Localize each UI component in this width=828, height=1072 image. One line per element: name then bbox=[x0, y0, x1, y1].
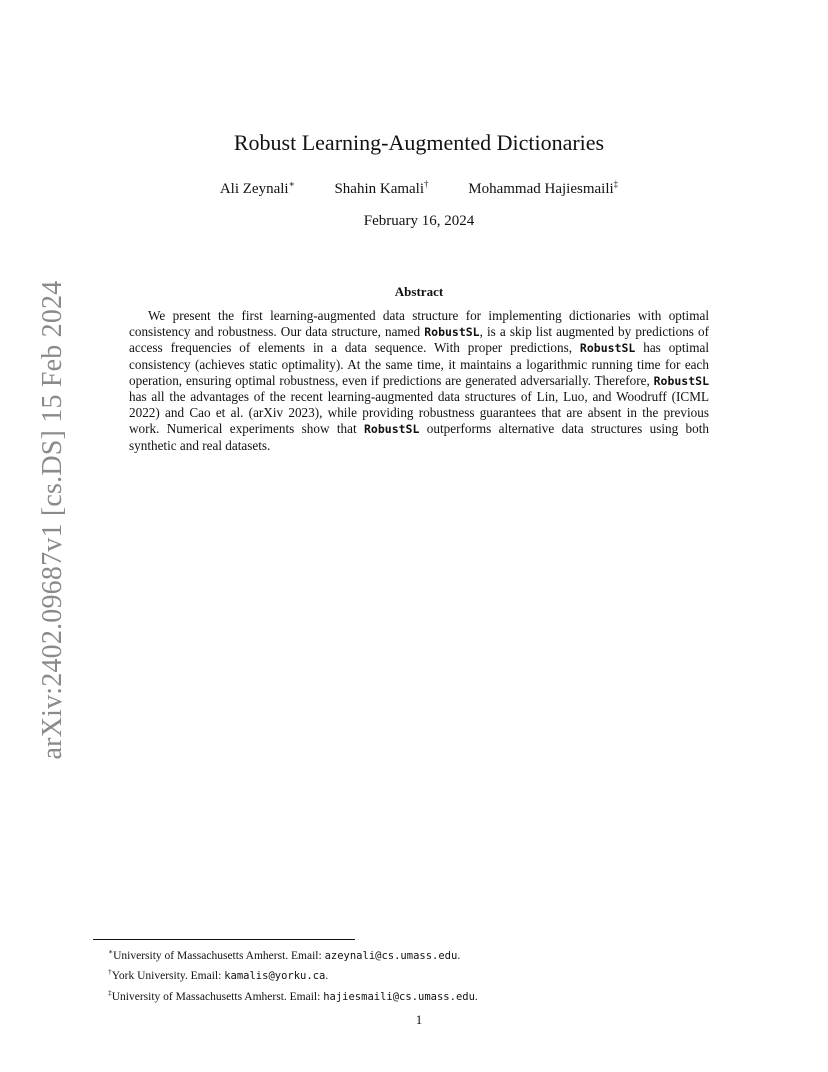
author-mark: ‡ bbox=[613, 179, 619, 189]
email-link[interactable]: kamalis@yorku.ca bbox=[224, 970, 326, 983]
author-mark: ∗ bbox=[288, 179, 295, 189]
code-term: RobustSL bbox=[579, 341, 636, 356]
author-list bbox=[0, 179, 828, 198]
email-link[interactable]: hajiesmaili@cs.umass.edu bbox=[323, 990, 475, 1003]
footnote-item bbox=[108, 985, 728, 1005]
author-name: Mohammad Hajiesmaili bbox=[468, 181, 614, 197]
footnote-end: . bbox=[474, 990, 478, 1003]
author-name: Ali Zeynali bbox=[219, 181, 289, 197]
footnote-text: University of Massachusetts Amherst. Email: bbox=[111, 990, 324, 1003]
footnote-divider bbox=[93, 939, 355, 940]
publication-date: February 16, 2024 bbox=[363, 213, 475, 229]
abstract-text: We present the first learning-augmented data structure for implementing dictionaries with optimal consistency and robustness. Our data structure, named bbox=[129, 308, 709, 340]
abstract-heading: Abstract bbox=[394, 284, 444, 299]
footnote-text: York University. Email: bbox=[111, 970, 225, 983]
footnote-end: . bbox=[325, 970, 329, 983]
author-mark: † bbox=[424, 179, 429, 189]
footnote-item bbox=[108, 964, 728, 984]
abstract-text: outperforms alternative data structures using both synthetic and real datasets. bbox=[129, 421, 709, 453]
footnote-mark: ∗ bbox=[108, 947, 114, 956]
author-hajiesmaili bbox=[468, 179, 618, 198]
author-kamali bbox=[334, 179, 428, 198]
footnote-item bbox=[108, 944, 728, 964]
footnote-text: University of Massachusetts Amherst. Email: bbox=[113, 949, 325, 962]
abstract-body bbox=[129, 308, 709, 454]
abstract-text: , is a skip list augmented by predictions of access frequencies of elements in a data sequence. With proper predictions, bbox=[129, 324, 709, 356]
footnote-mark: † bbox=[108, 967, 112, 977]
abstract-text: has optimal consistency (achieves static optimality). At the same time, it maintains a logarithmic running time for each operation, ensuring optimal robustness, even if predictions are generated adversarially. Therefore, bbox=[129, 340, 709, 388]
footnote-mark: ‡ bbox=[108, 987, 112, 997]
author-zeynali bbox=[220, 179, 295, 198]
paper-title: Robust Learning-Augmented Dictionaries bbox=[233, 130, 605, 155]
page-number: 1 bbox=[415, 1012, 423, 1027]
abstract-text: has all the advantages of the recent learning-augmented data structures of Lin, Luo, and Woodruff (ICML 2022) and Cao et al. (arXiv 2023), while providing robustness guarantees that are absent in the previous work. Numerical experiments show that bbox=[129, 389, 709, 437]
code-term: RobustSL bbox=[364, 422, 420, 437]
code-term: RobustSL bbox=[424, 325, 480, 340]
arxiv-id-label: arXiv:2402.09687v1 [cs.DS] 15 Feb 2024 bbox=[37, 280, 68, 760]
footnote-end: . bbox=[457, 949, 461, 962]
email-link[interactable]: azeynali@cs.umass.edu bbox=[324, 949, 458, 962]
code-term: RobustSL bbox=[653, 373, 709, 388]
author-name: Shahin Kamali bbox=[334, 181, 425, 197]
footnotes bbox=[108, 944, 728, 1005]
